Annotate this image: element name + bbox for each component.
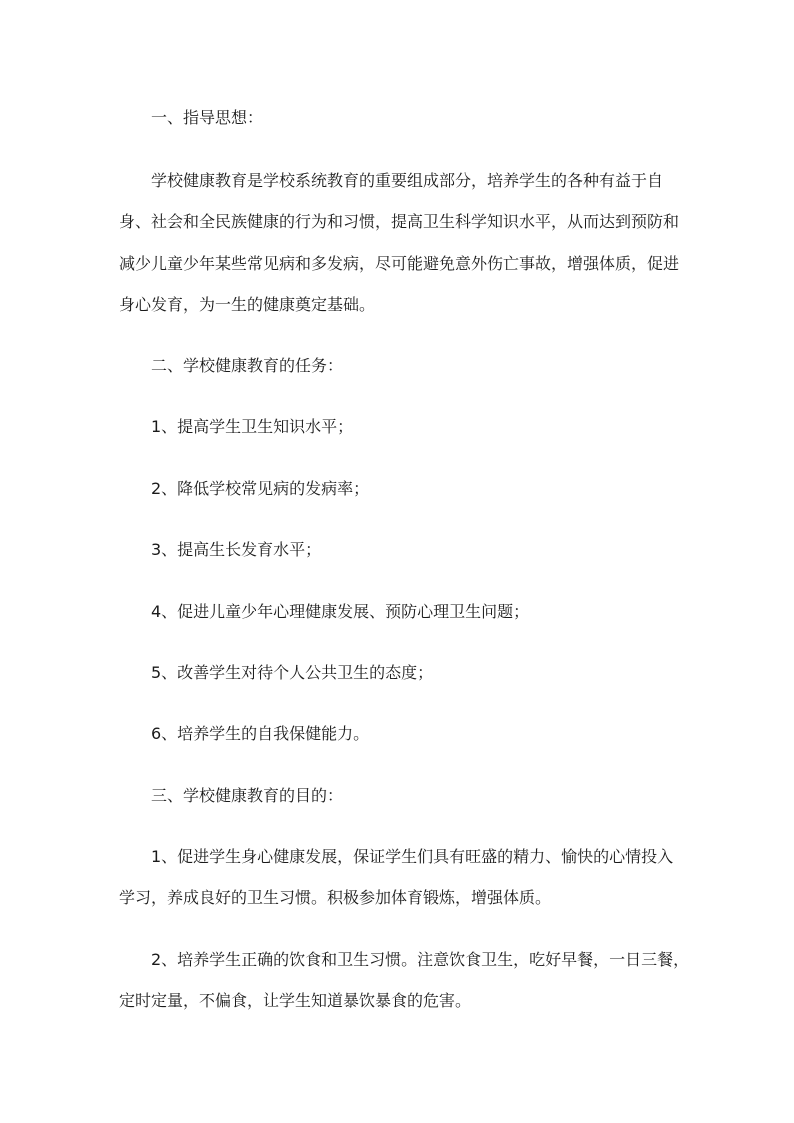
paragraph-line: 学习，养成良好的卫生习惯。积极参加体育锻炼，增强体质。: [119, 888, 552, 907]
list-item: 2、降低学校常见病的发病率；: [151, 479, 370, 498]
paragraph-line: 2、培养学生正确的饮食和卫生习惯。注意饮食卫生，吃好早餐，一日三餐，: [151, 950, 690, 969]
list-item: 4、促进儿童少年心理健康发展、预防心理卫生问题；: [151, 602, 530, 621]
section-heading-tasks: 二、学校健康教育的任务：: [151, 356, 344, 375]
list-item: 1、提高学生卫生知识水平；: [151, 417, 354, 436]
list-item: 6、培养学生的自我保健能力。: [151, 724, 370, 743]
list-item: 5、改善学生对待个人公共卫生的态度；: [151, 663, 434, 682]
section-heading-goals: 三、学校健康教育的目的：: [151, 786, 344, 805]
paragraph-line: 学校健康教育是学校系统教育的重要组成部分，培养学生的各种有益于自: [151, 171, 664, 190]
paragraph-line: 定时定量，不偏食，让学生知道暴饮暴食的危害。: [119, 991, 472, 1010]
paragraph-line: 1、促进学生身心健康发展，保证学生们具有旺盛的精力、愉快的心情投入: [151, 847, 674, 866]
paragraph-line: 身、社会和全民族健康的行为和习惯，提高卫生科学知识水平，从而达到预防和: [119, 212, 680, 231]
section-heading-guiding-thought: 一、指导思想：: [151, 108, 264, 127]
paragraph-line: 减少儿童少年某些常见病和多发病，尽可能避免意外伤亡事故，增强体质，促进: [119, 254, 680, 273]
list-item: 3、提高生长发育水平；: [151, 540, 322, 559]
paragraph-line: 身心发育，为一生的健康奠定基础。: [119, 295, 376, 314]
